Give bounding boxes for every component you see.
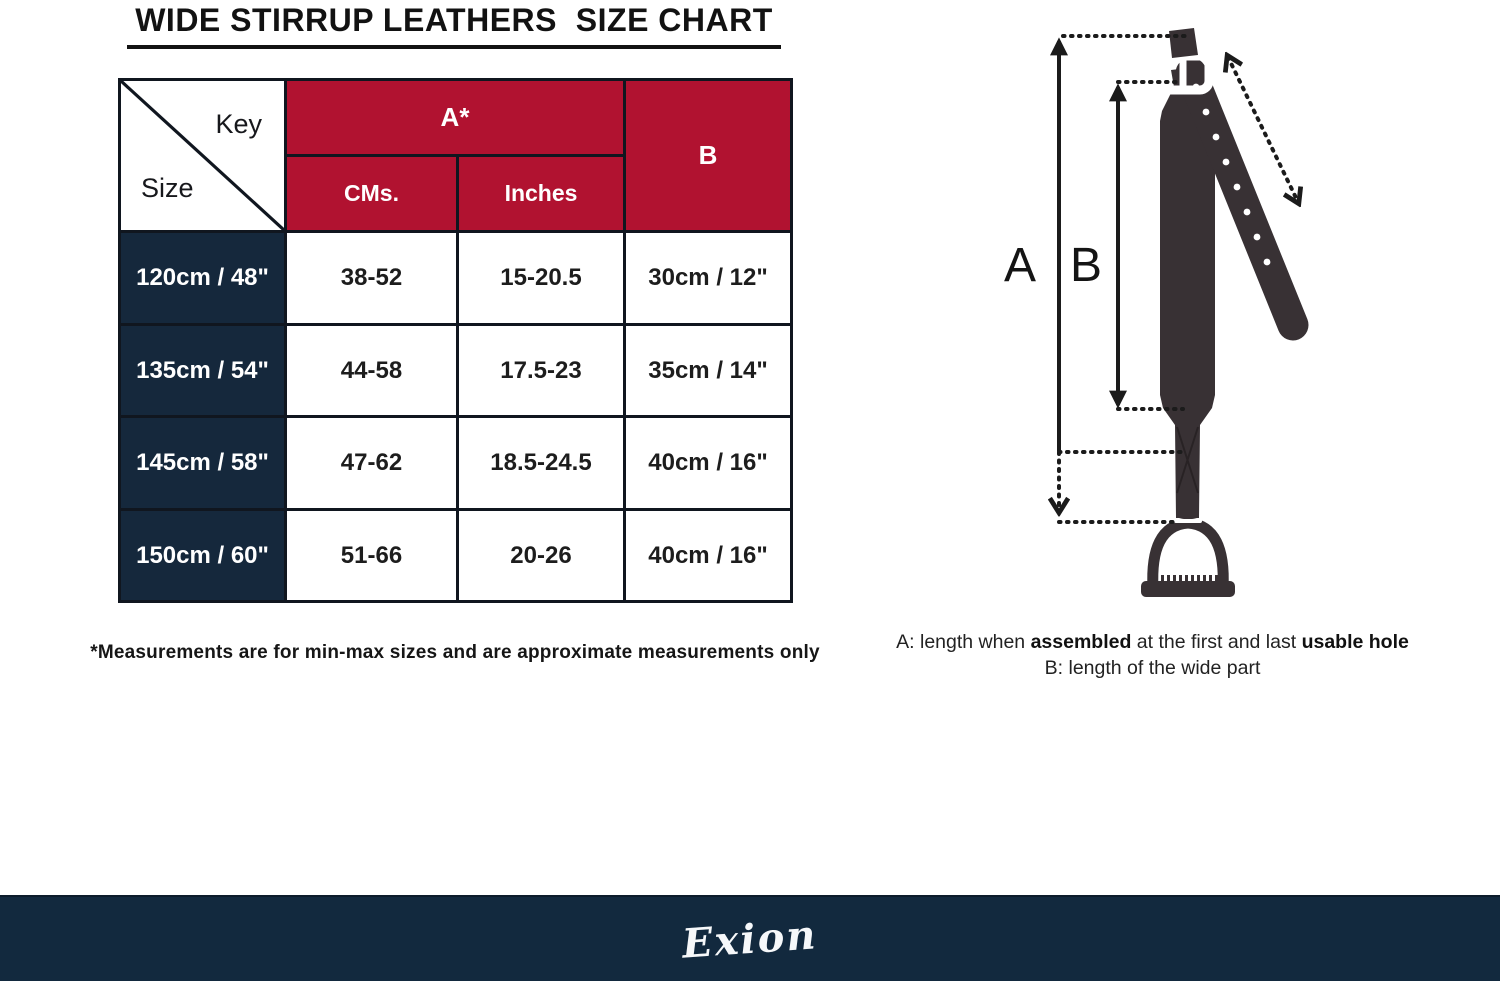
row-header-size: 145cm / 58" <box>120 417 286 510</box>
caption-line-b: B: length of the wide part <box>1044 657 1261 679</box>
table-row <box>120 232 792 325</box>
caption-a-prefix: A: length when <box>896 631 1031 653</box>
column-header-cms: CMs. <box>286 156 458 232</box>
caption-line-a <box>880 629 1425 655</box>
cell-b: 40cm / 16" <box>625 510 792 602</box>
row-header-size: 120cm / 48" <box>120 232 286 325</box>
corner-key-size-cell <box>120 80 286 232</box>
cell-a-cms: 38-52 <box>286 232 458 325</box>
cell-a-cms: 51-66 <box>286 510 458 602</box>
caption-a-mid: at the first and last <box>1131 631 1302 653</box>
diagonal-divider <box>121 81 284 230</box>
diagram-caption <box>880 629 1425 681</box>
cell-b: 35cm / 14" <box>625 325 792 417</box>
brand-logo: Exion <box>680 910 820 968</box>
column-header-b: B <box>625 80 792 232</box>
cell-b: 30cm / 12" <box>625 232 792 325</box>
table-row <box>120 325 792 417</box>
row-header-size: 135cm / 54" <box>120 325 286 417</box>
cell-a-cms: 44-58 <box>286 325 458 417</box>
caption-a-bold-assembled: assembled <box>1030 631 1132 653</box>
diagram-label-b: B <box>1069 239 1103 292</box>
cell-a-inches: 17.5-23 <box>458 325 625 417</box>
table-row <box>120 417 792 510</box>
row-header-size: 150cm / 60" <box>120 510 286 602</box>
footer-bar <box>0 895 1500 981</box>
table-row <box>120 510 792 602</box>
diagram-label-a: A <box>1003 239 1037 292</box>
cell-a-inches: 18.5-24.5 <box>458 417 625 510</box>
cell-a-inches: 20-26 <box>458 510 625 602</box>
cell-a-inches: 15-20.5 <box>458 232 625 325</box>
column-header-inches: Inches <box>458 156 625 232</box>
stirrup-iron-icon <box>1141 519 1235 597</box>
title-block <box>118 0 790 49</box>
caption-a-bold-usable-hole: usable hole <box>1301 631 1409 653</box>
cell-a-cms: 47-62 <box>286 417 458 510</box>
corner-label-size: Size <box>141 173 194 203</box>
corner-label-key: Key <box>215 109 262 139</box>
measurements-footnote: *Measurements are for min-max sizes and are approximate measurements only <box>90 642 820 663</box>
page-title: WIDE STIRRUP LEATHERS SIZE CHART <box>127 0 781 49</box>
strap-end-tab <box>1169 28 1198 58</box>
stirrup-leather-diagram <box>985 25 1315 615</box>
size-chart-table <box>118 78 793 603</box>
cell-b: 40cm / 16" <box>625 417 792 510</box>
column-header-a: A* <box>286 80 625 156</box>
